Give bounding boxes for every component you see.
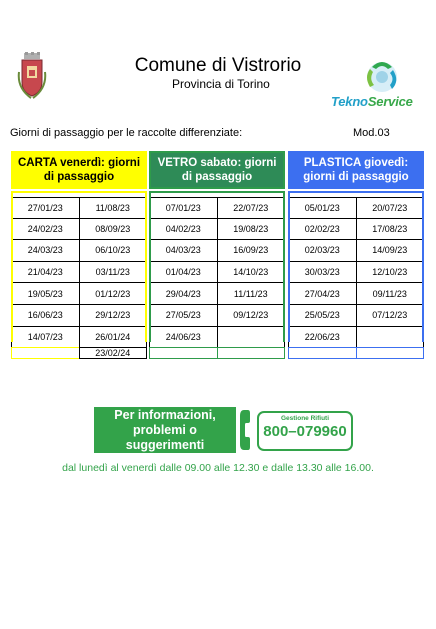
plastica-title: PLASTICA giovedì: giorni di passaggio	[288, 151, 424, 189]
date-cell: 04/02/23	[149, 218, 218, 241]
module-code: Mod.03	[353, 127, 390, 139]
table-row	[11, 219, 147, 241]
table-row	[288, 348, 424, 370]
table-row	[11, 283, 147, 305]
phone-label: Gestione Rifiuti	[280, 415, 330, 422]
date-cell: 29/12/23	[79, 304, 148, 327]
logo-text-part1: Tekno	[331, 94, 368, 109]
date-cell: 29/04/23	[149, 282, 218, 305]
date-cell: 22/06/23	[288, 326, 357, 349]
table-row	[288, 240, 424, 262]
date-cell: 02/02/23	[288, 218, 357, 241]
date-cell: 26/01/24	[79, 326, 148, 349]
plastica-header	[288, 151, 424, 189]
page-title: Comune di Vistrorio	[134, 55, 302, 76]
date-cell: 14/07/23	[11, 326, 80, 349]
date-cell: 23/02/24	[79, 347, 148, 359]
date-cell: 24/03/23	[11, 239, 80, 262]
date-cell: 27/05/23	[149, 304, 218, 327]
date-cell: 07/12/23	[356, 304, 425, 327]
date-cell: 01/12/23	[79, 282, 148, 305]
intro-text: Giorni di passaggio per le raccolte differenziate:	[10, 127, 243, 139]
table-row	[149, 240, 285, 262]
date-cell: 06/10/23	[79, 239, 148, 262]
date-cell: 27/01/23	[11, 197, 80, 219]
date-cell: 19/08/23	[217, 218, 286, 241]
date-cell: 03/11/23	[79, 261, 148, 284]
page-subtitle: Provincia di Torino	[172, 77, 270, 91]
date-cell: 12/10/23	[356, 261, 425, 284]
date-cell: 30/03/23	[288, 261, 357, 284]
date-cell	[11, 347, 80, 359]
date-cell: 16/09/23	[217, 239, 286, 262]
date-cell: 09/12/23	[217, 304, 286, 327]
vetro-title: VETRO sabato: giorni di passaggio	[149, 151, 285, 189]
table-row	[149, 327, 285, 349]
table-row	[11, 305, 147, 327]
date-cell: 02/03/23	[288, 239, 357, 262]
table-row	[149, 197, 285, 219]
table-row	[11, 240, 147, 262]
table-row	[288, 262, 424, 284]
date-cell: 09/11/23	[356, 282, 425, 305]
table-row	[149, 219, 285, 241]
vetro-dates-table	[149, 197, 285, 370]
date-cell: 24/06/23	[149, 326, 218, 349]
carta-header	[11, 151, 147, 189]
table-row	[149, 283, 285, 305]
date-cell: 08/09/23	[79, 218, 148, 241]
phone-number[interactable]: 800–079960	[263, 423, 347, 440]
date-cell: 24/02/23	[11, 218, 80, 241]
table-row	[288, 197, 424, 219]
logo-text-part2: Service	[367, 94, 413, 109]
table-row	[11, 262, 147, 284]
table-row	[11, 197, 147, 219]
info-box: Per informazioni, problemi o suggerimenti	[94, 407, 236, 453]
table-row	[11, 348, 147, 370]
date-cell: 14/09/23	[356, 239, 425, 262]
date-cell: 01/04/23	[149, 261, 218, 284]
date-cell: 04/03/23	[149, 239, 218, 262]
office-hours: dal lunedì al venerdì dalle 09.00 alle 12.30 e dalle 13.30 alle 16.00.	[62, 462, 374, 474]
carta-dates-table	[11, 197, 147, 370]
date-cell	[217, 347, 286, 359]
date-cell: 05/01/23	[288, 197, 357, 219]
carta-title: CARTA venerdì: giorni di passaggio	[11, 151, 147, 189]
date-cell: 27/04/23	[288, 282, 357, 305]
date-cell	[356, 326, 425, 349]
date-cell: 19/05/23	[11, 282, 80, 305]
date-cell: 16/06/23	[11, 304, 80, 327]
date-cell: 14/10/23	[217, 261, 286, 284]
date-cell: 21/04/23	[11, 261, 80, 284]
date-cell: 11/11/23	[217, 282, 286, 305]
table-row	[149, 262, 285, 284]
table-row	[288, 327, 424, 349]
vetro-header	[149, 151, 285, 189]
date-cell	[149, 347, 218, 359]
table-row	[288, 305, 424, 327]
table-row	[288, 219, 424, 241]
phone-box	[257, 411, 353, 451]
plastica-dates-table	[288, 197, 424, 370]
table-row	[11, 327, 147, 349]
table-row	[288, 283, 424, 305]
date-cell: 22/07/23	[217, 197, 286, 219]
date-cell: 20/07/23	[356, 197, 425, 219]
date-cell: 07/01/23	[149, 197, 218, 219]
table-row	[149, 305, 285, 327]
date-cell	[288, 347, 357, 359]
date-cell: 25/05/23	[288, 304, 357, 327]
date-cell	[217, 326, 286, 349]
date-cell: 17/08/23	[356, 218, 425, 241]
date-cell	[356, 347, 425, 359]
teknoservice-logo-text	[331, 94, 413, 109]
table-row	[149, 348, 285, 370]
date-cell: 11/08/23	[79, 197, 148, 219]
